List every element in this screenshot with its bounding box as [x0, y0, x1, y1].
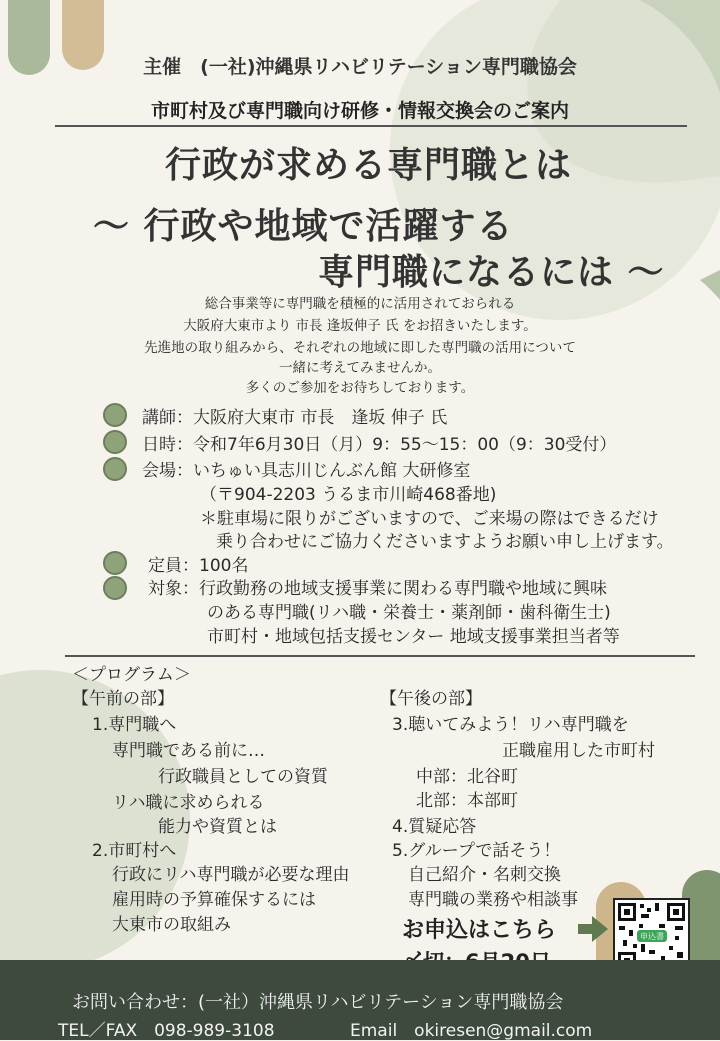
arrow-right-icon: [578, 916, 608, 942]
footer-contact: お問い合わせ：(一社）沖縄県リハビリテーション専門職協会: [72, 992, 564, 1013]
venue-address: （〒904-2203 うるま市川崎468番地): [200, 485, 497, 505]
afternoon-item: 自己紹介・名刺交換: [408, 865, 561, 885]
morning-title: 【午前の部】: [72, 689, 174, 709]
intro-line: 一緒に考えてみませんか。: [279, 360, 441, 376]
main-title-line2: ～ 行政や地域で活躍する: [93, 206, 514, 247]
footer-tel: TEL／FAX 098-989-3108: [58, 1021, 275, 1041]
footer-email[interactable]: Email okiresen@gmail.com: [350, 1021, 593, 1041]
afternoon-item: 3.聴いてみよう！リハ専門職を: [392, 715, 629, 735]
afternoon-item: 正職雇用した市町村: [502, 741, 655, 761]
morning-item: リハ職に求められる: [112, 793, 265, 813]
main-title: 行政が求める専門職とは: [165, 145, 573, 186]
afternoon-item: 北部：本部町: [416, 791, 518, 811]
intro-line: 総合事業等に専門職を積極的に活用されておられる: [204, 296, 516, 312]
bullet-dot: [103, 430, 127, 454]
afternoon-title: 【午後の部】: [380, 689, 482, 709]
event-subtitle: 市町村及び専門職向け研修・情報交換会のご案内: [150, 100, 569, 122]
qr-badge-text: 申込書: [640, 932, 664, 941]
footer: [0, 960, 720, 1040]
afternoon-item: 5.グループで話そう！: [392, 841, 561, 861]
afternoon-item: 中部：北谷町: [416, 767, 518, 787]
bullet-dot: [103, 551, 127, 575]
intro-line: 大阪府大東市より 市長 逢坂伸子 氏 をお招きいたします。: [183, 318, 537, 334]
organizer-line: 主催 (一社)沖縄県リハビリテーション専門職協会: [143, 56, 577, 78]
header-divider: [55, 125, 687, 127]
parking-note: ＊駐車場に限りがございますので、ご来場の際はできるだけ: [200, 509, 659, 529]
bullet-dot: [103, 403, 127, 427]
target-info: 対象：行政勤務の地域支援事業に関わる専門職や地域に興味: [148, 579, 607, 599]
afternoon-item: 4.質疑応答: [392, 817, 477, 837]
apply-label[interactable]: お申込はこちら: [402, 918, 557, 943]
lecturer-info: 講師：大阪府大東市 市長 逢坂 伸子 氏: [142, 408, 448, 428]
morning-item: 行政にリハ専門職が必要な理由: [112, 865, 350, 885]
afternoon-item: 専門職の業務や相談事: [408, 890, 578, 910]
intro-line: 多くのご参加をお待ちしております。: [245, 380, 475, 396]
bullet-dot: [103, 576, 127, 600]
morning-item: 1.専門職へ: [92, 715, 177, 735]
target-info-cont2: 市町村・地域包括支援センター 地域支援事業担当者等: [207, 627, 620, 647]
parking-note-cont: 乗り合わせにご協力くださいますようお願い申し上げます。: [216, 532, 674, 552]
bullet-dot: [103, 457, 127, 481]
morning-item: 行政職員としての資質: [158, 767, 328, 787]
capacity-info: 定員：100名: [148, 556, 249, 576]
morning-item: 大東市の取組み: [112, 915, 231, 935]
datetime-info: 日時：令和7年6月30日（月）9：55～15：00（9：30受付）: [142, 435, 617, 455]
target-info-cont: のある専門職(リハ職・栄養士・薬剤師・歯科衛生士): [207, 603, 611, 623]
program-heading: ＜プログラム＞: [72, 665, 191, 685]
morning-item: 能力や資質とは: [158, 817, 277, 837]
morning-item: 専門職である前に…: [112, 741, 265, 761]
program-divider: [65, 655, 695, 657]
morning-item: 雇用時の予算確保するには: [112, 890, 316, 910]
intro-line: 先進地の取り組みから、それぞれの地域に即した専門職の活用について: [144, 340, 576, 356]
main-title-line3: 専門職になるには ～: [318, 252, 665, 293]
venue-info: 会場：いちゅい具志川じんぶん館 大研修室: [142, 461, 471, 481]
morning-item: 2.市町村へ: [92, 841, 177, 861]
